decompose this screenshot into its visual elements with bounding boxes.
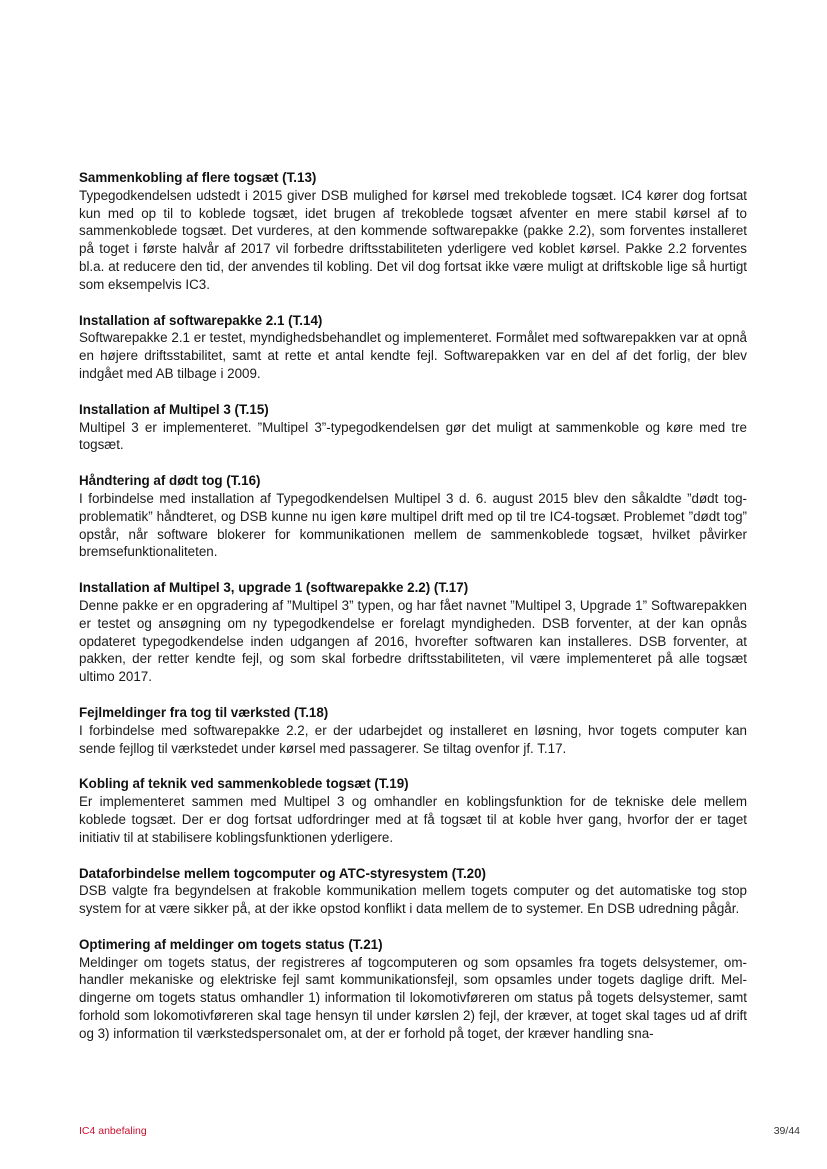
- page-content: [79, 169, 747, 1061]
- section-t14: [79, 312, 747, 383]
- section-t19: [79, 775, 747, 846]
- section-t21: [79, 936, 747, 1043]
- section-heading: Installation af Multipel 3 (T.15): [79, 401, 269, 417]
- section-body: Multipel 3 er implementeret. ”Multipel 3”-typegodkendelsen gør det muligt at sammenkoble og køre med tre togsæt.: [79, 419, 747, 453]
- section-heading: Sammenkobling af flere togsæt (T.13): [79, 170, 317, 185]
- section-t18: [79, 704, 747, 757]
- section-t17: [79, 579, 747, 686]
- section-t15: [79, 401, 747, 454]
- section-heading: Dataforbindelse mellem togcomputer og ATC-styresystem (T.20): [79, 865, 487, 881]
- section-body: Denne pakke er en opgradering af ”Multipel 3” typen, og har fået navnet ”Multipel 3, Upgrade 1” Softwarepakken er testet og ansøgning om ny typegodkendelse er forelagt myndigheden. DSB forventer, at der kan opnås opdateret typegodkendelse inden udgangen af 2016, hvorefter softwaren kan installeres. DSB forventer, at pakken, der retter kendte fejl, og som skal forbedre driftsstabiliteten, vil være implementeret på alle togsæt ultimo 2017.: [79, 597, 747, 685]
- section-t13: [79, 169, 747, 294]
- section-heading: Optimering af meldinger om togets status (T.21): [79, 936, 383, 952]
- section-heading: Installation af softwarepakke 2.1 (T.14): [79, 312, 323, 328]
- section-body: Typegodkendelsen udstedt i 2015 giver DSB mulighed for kørsel med trekoblede togsæt. IC4 kører dog fortsat kun med op til to koblede togsæt, idet brugen af trekoblede togsæt afventer en mere stabil kørsel af to sammenkoblede togsæt. Det vurderes, at den kommende softwarepakke (pakke 2.2), som forventes installeret på toget i første halvår af 2017 vil forbedre driftsstabiliteten yderligere ved koblet kørsel. Pakke 2.2 forventes bl.a. at reducere den tid, der anvendes til kobling. Det vil dog fortsat ikke være muligt at driftskoble lige så hurtigt som eksempelvis IC3.: [79, 187, 747, 292]
- section-heading: Håndtering af dødt tog (T.16): [79, 473, 261, 489]
- section-heading: Installation af Multipel 3, upgrade 1 (softwarepakke 2.2) (T.17): [79, 580, 469, 596]
- section-body: I forbindelse med installation af Typegodkendelsen Multipel 3 d. 6. august 2015 blev den såkaldte ”dødt togproblematik” håndteret, og DSB kunne nu igen køre multipel drift med op til tre IC4-togsæt. Problemet ”dødt tog” opstår, når software blokerer for kommunikationen mellem de sammenkoblede togsæt, hvilket påvirker bremsefunktionaliteten.: [79, 490, 747, 560]
- section-t16: [79, 472, 747, 561]
- section-body: Softwarepakke 2.1 er testet, myndighedsbehandlet og implementeret. Formålet med softwarepakken var at opnå en højere driftsstabilitet, samt at rette et antal kendte fejl. Softwarepakken var en del af det forlig, der blev indgået med AB tilbage i 2009.: [79, 330, 747, 381]
- section-heading: Fejlmeldinger fra tog til værksted (T.18): [79, 704, 329, 720]
- footer-document-title: IC4 anbefaling: [79, 1125, 147, 1137]
- section-t20: [79, 865, 747, 918]
- section-heading: Kobling af teknik ved sammenkoblede togsæt (T.19): [79, 776, 409, 792]
- section-body: DSB valgte fra begyndelsen at frakoble kommunikation mellem togets computer og det automatiske tog stop system for at være sikker på, at der ikke opstod konflikt i data mellem de to systemer. En DSB udredning pågår.: [79, 883, 747, 917]
- section-body: Meldinger om togets status, der registreres af togcomputeren og som opsamles fra togets delsystemer, omhandler mekaniske og elektriske fejl samt kommunikationsfejl, som opsamles under togets daglige drift. Meldingerne om togets status omhandler 1) information til lokomotivføreren om status på togets delsystemer, samt forhold som lokomotivføreren skal tage hensyn til under kørslen 2) fejl, der kræver, at toget skal tages ud af drift og 3) information til værkstedspersonalet om, at der er forhold på toget, der kræver handling sna-: [79, 954, 747, 1041]
- section-body: Er implementeret sammen med Multipel 3 og omhandler en koblingsfunktion for de tekniske dele mellem koblede togsæt. Der er dog fortsat udfordringer med at få togsæt til at koble hver gang, hvorfor der er taget initiativ til at stabilisere koblingsfunktionen yderligere.: [79, 794, 747, 845]
- section-body: I forbindelse med softwarepakke 2.2, er der udarbejdet og installeret en løsning, hvor togets computer kan sende fejllog til værkstedet under kørsel med passagerer. Se tiltag ovenfor jf. T.17.: [79, 722, 747, 756]
- footer-page-number: 39/44: [773, 1125, 800, 1137]
